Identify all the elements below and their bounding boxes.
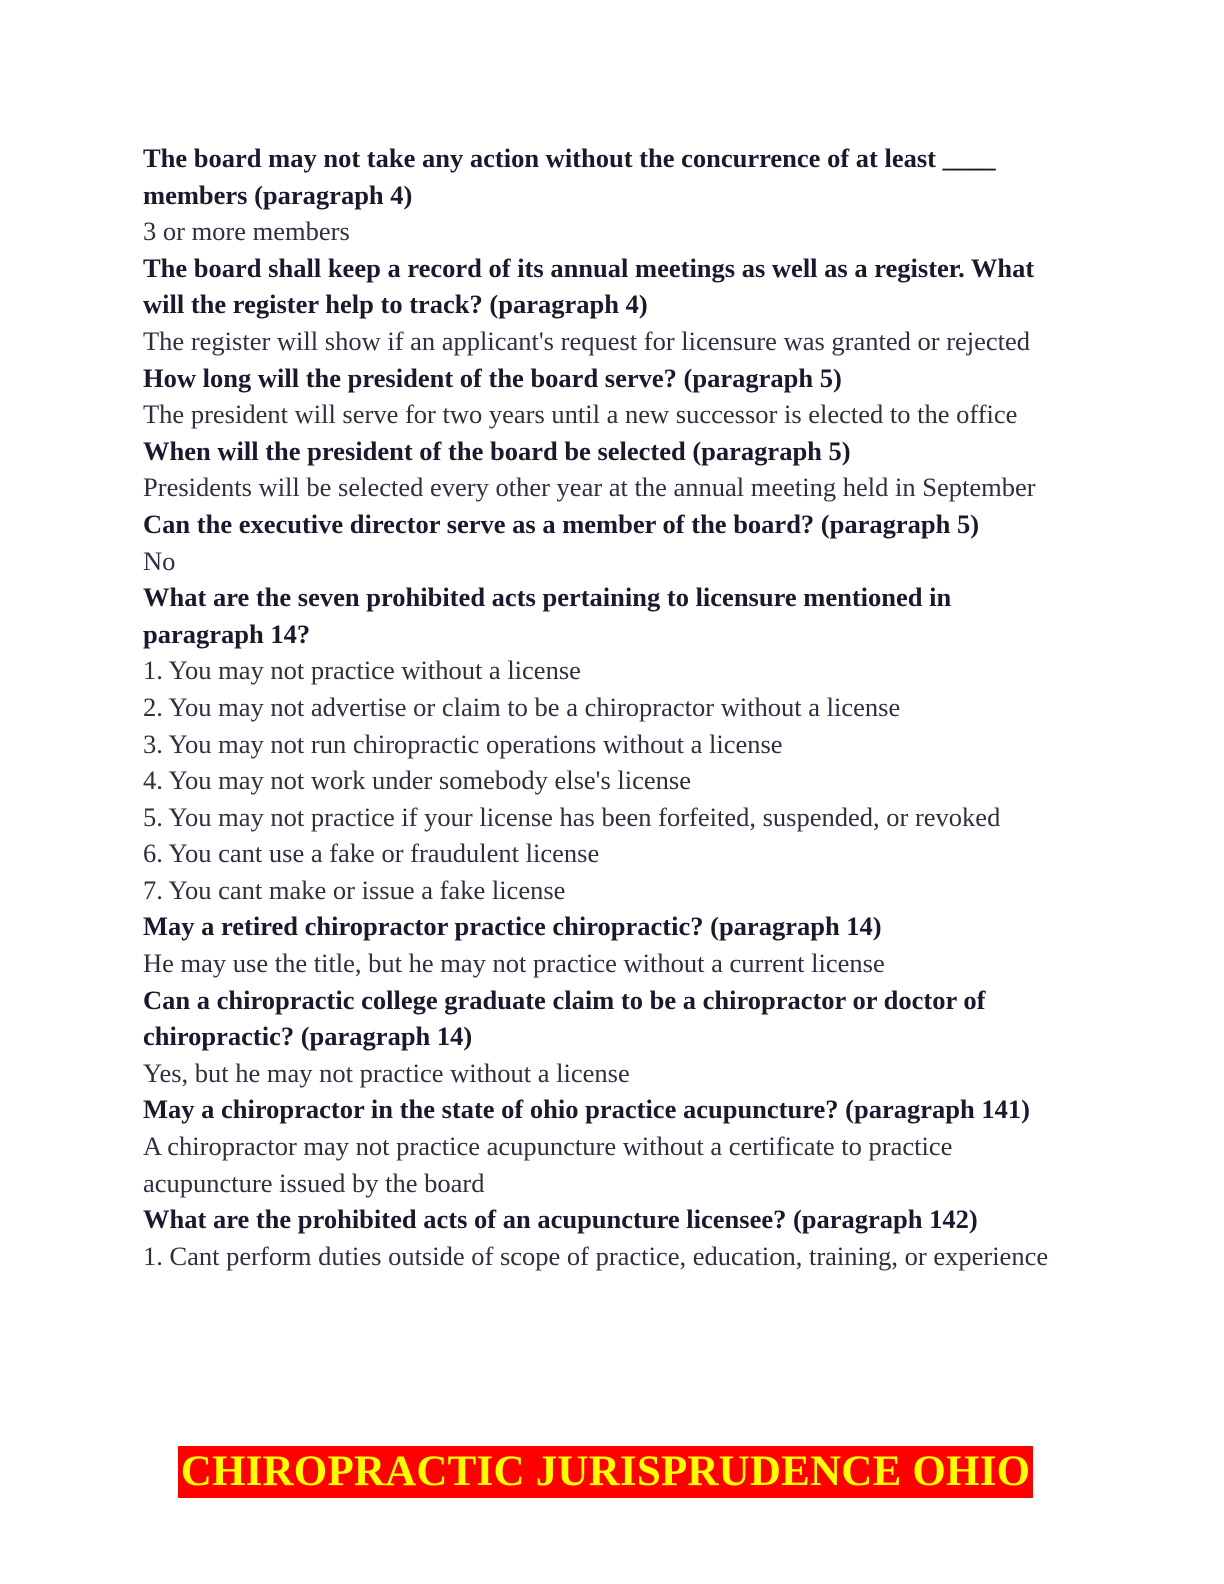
question-text: Can a chiropractic college graduate claim to be a chiropractor or doctor of chiropractic? (paragraph 14) xyxy=(143,984,986,1052)
answer-list-item: 3. You may not run chiropractic operations without a license xyxy=(143,728,783,759)
answer-text: He may use the title, but he may not practice without a current license xyxy=(143,948,885,979)
answer-text: 3 or more members xyxy=(143,216,350,247)
question-text: Can the executive director serve as a member of the board? (paragraph 5) xyxy=(143,508,980,539)
question-text: When will the president of the board be selected (paragraph 5) xyxy=(143,435,851,466)
title-banner xyxy=(178,1446,1033,1498)
qa-entry xyxy=(143,360,1078,433)
answer-text: The president will serve for two years until a new successor is elected to the office xyxy=(143,399,1018,430)
question-text: The board may not take any action without the concurrence of at least ____ members (paragraph 4) xyxy=(143,143,996,210)
question-text: May a chiropractor in the state of ohio practice acupuncture? (paragraph 141) xyxy=(143,1094,1030,1125)
answer-text: A chiropractor may not practice acupuncture without a certificate to practice acupuncture issued by the board xyxy=(143,1131,953,1198)
answer-list-item: 5. You may not practice if your license has been forfeited, suspended, or revoked xyxy=(143,801,1001,832)
answer-list-item: 1. You may not practice without a license xyxy=(143,655,581,686)
answer-text: 1. Cant perform duties outside of scope of practice, education, training, or experience xyxy=(143,1240,1049,1271)
qa-entry xyxy=(143,1091,1078,1201)
qa-entry xyxy=(143,579,1078,908)
question-text: How long will the president of the board serve? (paragraph 5) xyxy=(143,362,842,393)
answer-list-item: 6. You cant use a fake or fraudulent license xyxy=(143,838,600,869)
answer-text: Presidents will be selected every other year at the annual meeting held in September xyxy=(143,472,1036,503)
answer-list-item: 7. You cant make or issue a fake license xyxy=(143,874,566,905)
answer-text: No xyxy=(143,545,176,576)
answer-text: The register will show if an applicant's request for licensure was granted or rejected xyxy=(143,325,1031,356)
answer-list-item: 2. You may not advertise or claim to be a chiropractor without a license xyxy=(143,691,901,722)
qa-entry xyxy=(143,433,1078,506)
qa-entry xyxy=(143,1201,1078,1274)
qa-entry xyxy=(143,982,1078,1092)
question-text: What are the seven prohibited acts pertaining to licensure mentioned in paragraph 14? xyxy=(143,582,952,649)
banner-title: CHIROPRACTIC JURISPRUDENCE OHIO xyxy=(180,1448,1031,1495)
question-text: What are the prohibited acts of an acupuncture licensee? (paragraph 142) xyxy=(143,1204,978,1235)
question-text: May a retired chiropractor practice chiropractic? (paragraph 14) xyxy=(143,911,882,942)
answer-text: Yes, but he may not practice without a license xyxy=(143,1057,630,1088)
question-text: The board shall keep a record of its annual meetings as well as a register. What will the register help to track? (paragraph 4) xyxy=(143,252,1035,320)
answer-list-item: 4. You may not work under somebody else's license xyxy=(143,765,691,796)
qa-entry xyxy=(143,908,1078,981)
qa-content xyxy=(143,140,1078,1274)
qa-entry xyxy=(143,140,1078,250)
qa-entry xyxy=(143,250,1078,360)
qa-entry xyxy=(143,506,1078,579)
